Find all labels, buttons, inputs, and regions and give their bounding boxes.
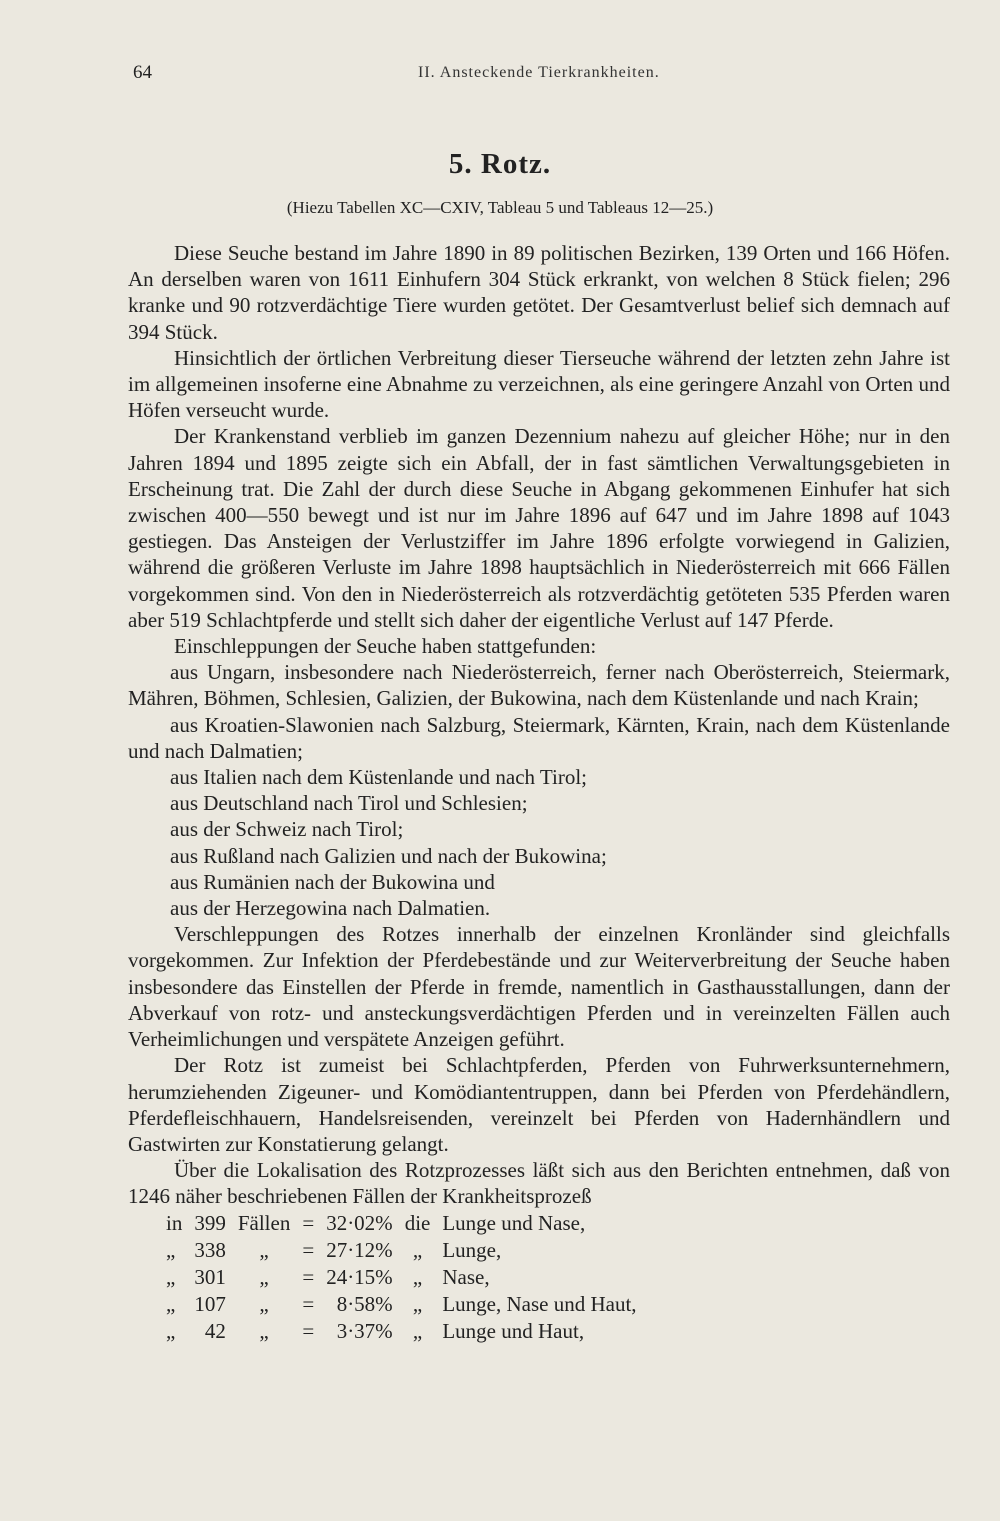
case-count: 301 [194,1264,226,1289]
paragraph: Über die Lokalisation des Rotzprozesses läßt sich aus den Berichten entnehmen, daß von 1246 näher beschriebenen Fällen der Krankheitsprozeß [128,1158,950,1209]
list-item: aus Kroatien-Slawonien nach Salzburg, Steiermark, Kärnten, Krain, nach dem Küstenlande und nach Dalmatien; [128,712,950,763]
row-prefix: „ [166,1264,176,1289]
percentage: 32·02% [326,1210,393,1235]
paragraph: Einschleppungen der Seuche haben stattgefunden: [174,634,597,659]
page-header [133,62,670,88]
running-head: II. Ansteckende Tierkrankheiten. [418,64,660,81]
list-item: aus Ungarn, insbesondere nach Niederösterreich, ferner nach Oberösterreich, Steiermark, Mähren, Böhmen, Schlesien, Galizien, der Bukowina, nach dem Küstenlande und nach Krain; [128,660,950,711]
row-prefix: in [166,1210,183,1235]
percentage: 8·58% [336,1291,393,1316]
case-unit: „ [259,1291,269,1316]
organs: Lunge und Haut, [442,1318,585,1343]
row-prefix: „ [166,1318,176,1343]
table-row [160,1237,643,1264]
table-row [160,1210,643,1237]
list-item: aus der Herzegowina nach Dalmatien. [170,896,491,921]
section-title: 5. Rotz. [448,148,552,180]
table-row [160,1264,643,1291]
equals-sign: = [302,1237,315,1262]
page-number: 64 [133,62,152,83]
list-item: aus Deutschland nach Tirol und Schlesien; [170,791,528,816]
list-item: aus Italien nach dem Küstenlande und nach Tirol; [170,765,587,790]
organs: Lunge, [442,1237,502,1262]
list-item: aus der Schweiz nach Tirol; [170,817,404,842]
equals-sign: = [302,1210,315,1235]
paragraph: Der Rotz ist zumeist bei Schlachtpferden, Pferden von Fuhrwerksunternehmern, herumziehenden Zigeuner- und Komödiantentruppen, dann bei Pferden von Pferdehändlern, Pferdefleischhauern, Handelsreisenden, vereinzelt bei Pferden von Hadernhändlern und Gastwirten zur Konstatierung gelangt. [128,1053,950,1156]
separator: „ [412,1318,423,1343]
percentage: 3·37% [336,1318,393,1343]
equals-sign: = [302,1264,315,1289]
case-unit: Fällen [237,1210,291,1235]
table-row [160,1318,643,1345]
case-count: 107 [194,1291,226,1316]
body-text [128,240,950,1345]
paragraph: Verschleppungen des Rotzes innerhalb der einzelnen Kronländer sind gleichfalls vorgekommen. Zur Infektion der Pferdebestände und zur Weiterverbreitung der Seuche haben insbesondere das Einstellen der Pferde in fremde, namentlich in Gasthausstallungen, dann der Abverkauf von rotz- und ansteckungsverdächtigen Pferden und in vereinzelten Fällen auch Verheimlichungen und verspätete Anzeigen geführt. [128,922,950,1052]
case-count: 399 [194,1210,226,1235]
organs: Lunge, Nase und Haut, [442,1291,637,1316]
paragraph: Der Krankenstand verblieb im ganzen Dezennium nahezu auf gleicher Höhe; nur in den Jahren 1894 und 1895 zeigte sich ein Abfall, der in fast sämtlichen Verwaltungsgebieten in Erscheinung trat. Die Zahl der durch diese Seuche in Abgang gekommenen Einhufer hat sich zwischen 400—550 bewegt und ist nur im Jahre 1896 auf 647 und im Jahre 1898 auf 1043 gestiegen. Das Ansteigen der Verlustziffer im Jahre 1896 erfolgte vorwiegend in Galizien, während die größeren Verluste im Jahre 1898 hauptsächlich in Niederösterreich mit 666 Fällen vorgekommen sind. Von den in Niederösterreich als rotzverdächtig getöteten 535 Pferden waren aber 519 Schlachtpferde und stellt sich daher der eigentliche Verlust auf 147 Pferde. [128,424,950,632]
case-unit: „ [259,1318,269,1343]
paragraph: Diese Seuche bestand im Jahre 1890 in 89 politischen Bezirken, 139 Orten und 166 Höfen. An derselben waren von 1611 Einhufern 304 Stück erkrankt, von welchen 8 Stück fielen; 296 kranke und 90 rotzverdächtige Tiere wurden getötet. Der Gesamtverlust belief sich demnach auf 394 Stück. [128,241,950,344]
row-prefix: „ [166,1237,176,1262]
list-item: aus Rumänien nach der Bukowina und [170,869,495,894]
separator: „ [412,1291,423,1316]
percentage: 27·12% [326,1237,393,1262]
equals-sign: = [302,1318,315,1343]
case-unit: „ [259,1264,269,1289]
separator: die [404,1210,431,1235]
introductions-list [128,659,950,921]
row-prefix: „ [166,1291,176,1316]
percentage: 24·15% [326,1264,393,1289]
equals-sign: = [302,1291,315,1316]
organs: Lunge und Nase, [442,1210,586,1235]
paragraph: Hinsichtlich der örtlichen Verbreitung dieser Tierseuche während der letzten zehn Jahre ist im allgemeinen insoferne eine Abnahme zu verzeichnen, als eine geringere Anzahl von Orten und Höfen verseucht wurde. [128,345,950,423]
list-item: aus Rußland nach Galizien und nach der Bukowina; [170,843,607,868]
table-row [160,1291,643,1318]
section-subtitle: (Hiezu Tabellen XC—CXIV, Tableau 5 und Tableaus 12—25.) [286,198,714,217]
case-unit: „ [259,1237,269,1262]
case-count: 42 [204,1318,226,1343]
separator: „ [412,1264,423,1289]
organs: Nase, [442,1264,490,1289]
case-count: 338 [194,1237,226,1262]
separator: „ [412,1237,423,1262]
localisation-table [160,1210,643,1345]
